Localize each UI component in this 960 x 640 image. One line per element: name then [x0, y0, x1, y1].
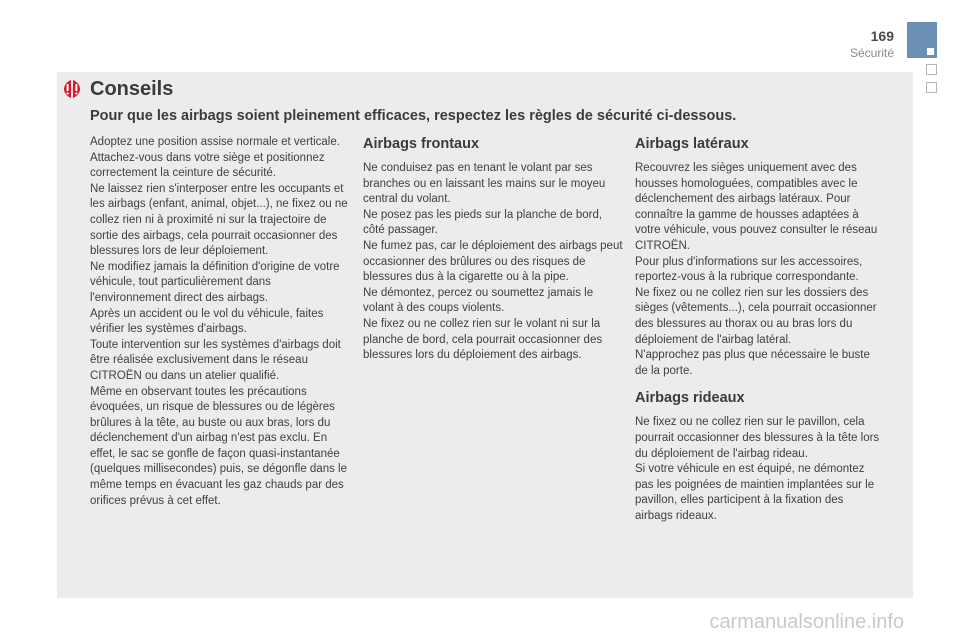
section-name: Sécurité	[849, 46, 894, 60]
intro-paragraph: Ne laissez rien s'interposer entre les occupants et les airbags (enfant, animal, objet...), ne fixez ou ne collez rien ni à proximité ni sur la trajectoire de sortie des airbags, cela pourrait occasionner des blessures lors de leur déploiement.	[90, 182, 348, 258]
lateral-paragraph: Recouvrez les sièges uniquement avec des housses homologuées, compatibles avec le déclenchement des airbags latéraux. Pour connaître la gamme de housses adaptées à votre véhicule, vous pouvez consulter le réseau CITROËN.	[635, 162, 878, 252]
frontal-airbags-heading: Airbags frontaux	[363, 136, 480, 152]
intro-paragraph: Même en observant toutes les précautions évoquées, un risque de blessures ou de légères brûlures à la tête, au buste ou aux bras, lors du déclenchement d'un airbag n'est pas exclu. En effet, le sac se gonfle de façon quasi-instantanée (quelques millisecondes) puis, se dégonfle dans le même temps en évacuant les gaz chauds par des orifices prévus à cet effet.	[90, 385, 347, 507]
intro-paragraph: Attachez-vous dans votre siège et positionnez correctement la ceinture de sécurité.	[90, 151, 325, 180]
tab-box-2[interactable]	[926, 82, 937, 93]
watermark: carmanualsonline.info	[709, 611, 904, 633]
lateral-paragraph: Pour plus d'informations sur les accessoires, reportez-vous à la rubrique correspondante.	[635, 255, 863, 284]
frontal-paragraph: Ne démontez, percez ou soumettez jamais le volant à des coups violents.	[363, 286, 594, 315]
page-number: 169	[870, 28, 894, 44]
frontal-paragraph: Ne fumez pas, car le déploiement des airbags peut occasionner des brûlures ou des risques de blessures dus à la cigarette ou à la pipe.	[363, 239, 623, 284]
advice-subtitle: Pour que les airbags soient pleinement efficaces, respectez les règles de sécurité ci-dessous.	[90, 108, 737, 124]
intro-paragraph: Ne modifiez jamais la définition d'origine de votre véhicule, tout particulièrement dans l'environnement direct des airbags.	[90, 260, 340, 304]
side-curtain-airbags-column	[635, 135, 880, 524]
lateral-airbags-heading: Airbags latéraux	[635, 136, 749, 152]
tab-dot-icon	[927, 48, 934, 55]
curtain-paragraph: Ne fixez ou ne collez rien sur le pavillon, cela pourrait occasionner des blessures à la tête lors du déploiement de l'airbag rideau.	[635, 416, 880, 460]
section-tab[interactable]	[907, 22, 937, 58]
frontal-paragraph: Ne fixez ou ne collez rien sur le volant ni sur la planche de bord, cela pourrait occasionner des blessures lors du déploiement des airbags.	[363, 317, 603, 362]
curtain-airbags-heading: Airbags rideaux	[635, 390, 745, 407]
tab-box-1[interactable]	[926, 64, 937, 75]
curtain-airbags-section	[635, 389, 880, 524]
advice-title: Conseils	[90, 78, 174, 100]
curtain-paragraph: Si votre véhicule en est équipé, ne démontez pas les poignées de maintien implantées sur le pavillon, elles participent à la fixation des airbags rideaux.	[635, 463, 875, 522]
intro-paragraph: Toute intervention sur les systèmes d'airbags doit être réalisée exclusivement dans le réseau CITROËN ou dans un atelier qualifié.	[90, 338, 341, 382]
frontal-paragraph: Ne posez pas les pieds sur la planche de bord, côté passager.	[363, 208, 603, 237]
intro-paragraph: Après un accident ou le vol du véhicule, faites vérifier les systèmes d'airbags.	[90, 307, 324, 336]
double-exclamation-icon	[62, 78, 82, 100]
intro-paragraph: Adoptez une position assise normale et verticale.	[90, 136, 340, 148]
lateral-paragraph: Ne fixez ou ne collez rien sur les dossiers des sièges (vêtements...), cela pourrait occasionner des blessures au thorax ou au bras lors du déploiement de l'airbag latéral.	[635, 286, 877, 346]
frontal-airbags-column	[363, 135, 625, 364]
lateral-paragraph: N'approchez pas plus que nécessaire le buste de la porte.	[635, 349, 870, 377]
general-advice-column	[90, 135, 352, 509]
frontal-paragraph: Ne conduisez pas en tenant le volant par ses branches ou en laissant les mains sur le moyeu central du volant.	[363, 162, 606, 206]
